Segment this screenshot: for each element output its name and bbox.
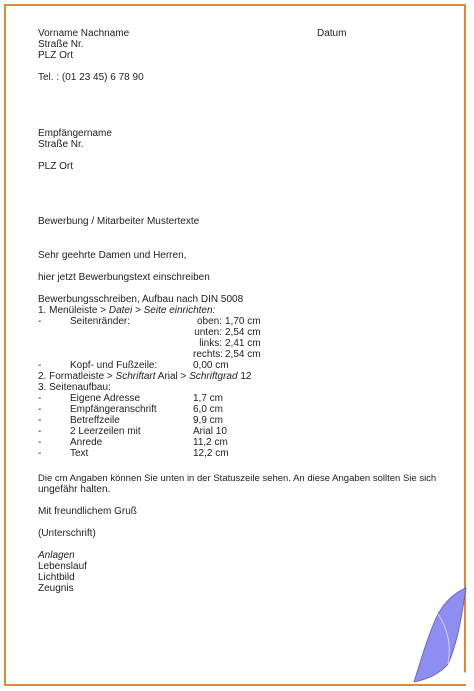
layout-row-dash: - [38, 415, 42, 426]
layout-row-label: Anrede [70, 437, 103, 448]
layout-row-dash: - [38, 448, 42, 459]
margin-bottom-value: 2,54 cm [225, 327, 261, 338]
signature: (Unterschrift) [38, 528, 96, 539]
sender-phone: Tel. : (01 23 45) 6 78 90 [38, 72, 144, 83]
sender-street: Straße Nr. [38, 39, 84, 50]
salutation: Sehr geehrte Damen und Herren, [38, 250, 187, 261]
intro-text: hier jetzt Bewerbungstext einschreiben [38, 272, 210, 283]
step2-prefix: 2. Formatleiste > [38, 371, 116, 382]
step1-line [38, 305, 215, 316]
recipient-name: Empfängername [38, 128, 112, 139]
layout-row-label: Eigene Adresse [70, 393, 141, 404]
layout-row-value: 1,7 cm [193, 393, 224, 404]
step2-line [38, 371, 251, 382]
attachment-item: Lichtbild [38, 572, 75, 583]
layout-row-value: Arial 10 [193, 426, 227, 437]
layout-row-value: 12,2 cm [193, 448, 229, 459]
header-dash: - [38, 360, 42, 371]
layout-row-label: 2 Leerzeilen mit [70, 426, 141, 437]
recipient-street: Straße Nr. [38, 139, 84, 150]
margin-left-value: 2,41 cm [225, 338, 261, 349]
attachments-heading: Anlagen [38, 550, 75, 561]
layout-row-dash: - [38, 393, 42, 404]
step1-path: Datei > Seite einrichten: [108, 305, 216, 316]
layout-row-value: 6,0 cm [193, 404, 224, 415]
layout-row-dash: - [38, 437, 42, 448]
note-line-1: Die cm Angaben können Sie unten in der Statuszeile sehen. An diese Angaben sollten Sie sich [38, 473, 437, 484]
margins-label: Seitenränder: [70, 316, 131, 327]
date: Datum [317, 28, 347, 39]
margin-left-label: links: [199, 338, 222, 349]
margin-right-label: rechts: [193, 349, 224, 360]
step1-prefix: 1. Menüleiste > [38, 305, 109, 316]
layout-row-dash: - [38, 404, 42, 415]
sender-name: Vorname Nachname [38, 28, 130, 39]
header-footer-label: Kopf- und Fußzeile: [70, 360, 158, 371]
step2-font: Schriftart [115, 371, 156, 382]
layout-row-label: Text [70, 448, 89, 459]
page-curl-icon [408, 586, 470, 684]
header-footer-value: 0,00 cm [193, 360, 229, 371]
din-heading: Bewerbungsschreiben, Aufbau nach DIN 5008 [38, 294, 244, 305]
layout-row-value: 11,2 cm [193, 437, 228, 448]
margin-right-value: 2,54 cm [225, 349, 261, 360]
note-line-2: ungefähr halten. [38, 484, 111, 495]
step2-size: Schriftgrad [189, 371, 238, 382]
step2-font-value: Arial > [155, 371, 190, 382]
attachment-item: Zeugnis [38, 583, 74, 594]
layout-row-label: Betreffzeile [70, 415, 120, 426]
margins-dash: - [38, 316, 42, 327]
step2-size-value: 12 [237, 371, 252, 382]
margin-bottom-label: unten: [194, 327, 222, 338]
layout-row-value: 9,9 cm [193, 415, 224, 426]
margin-top-label: oben: [196, 316, 222, 327]
layout-row-label: Empfängeranschrift [70, 404, 157, 415]
layout-row-dash: - [38, 426, 42, 437]
sender-city: PLZ Ort [38, 50, 74, 61]
step3-heading: 3. Seitenaufbau: [38, 382, 111, 393]
attachment-item: Lebenslauf [38, 561, 87, 572]
closing: Mit freundlichem Gruß [38, 506, 137, 517]
margin-top-value: 1,70 cm [225, 316, 261, 327]
subject-line: Bewerbung / Mitarbeiter Mustertexte [38, 216, 200, 227]
recipient-city: PLZ Ort [38, 161, 74, 172]
